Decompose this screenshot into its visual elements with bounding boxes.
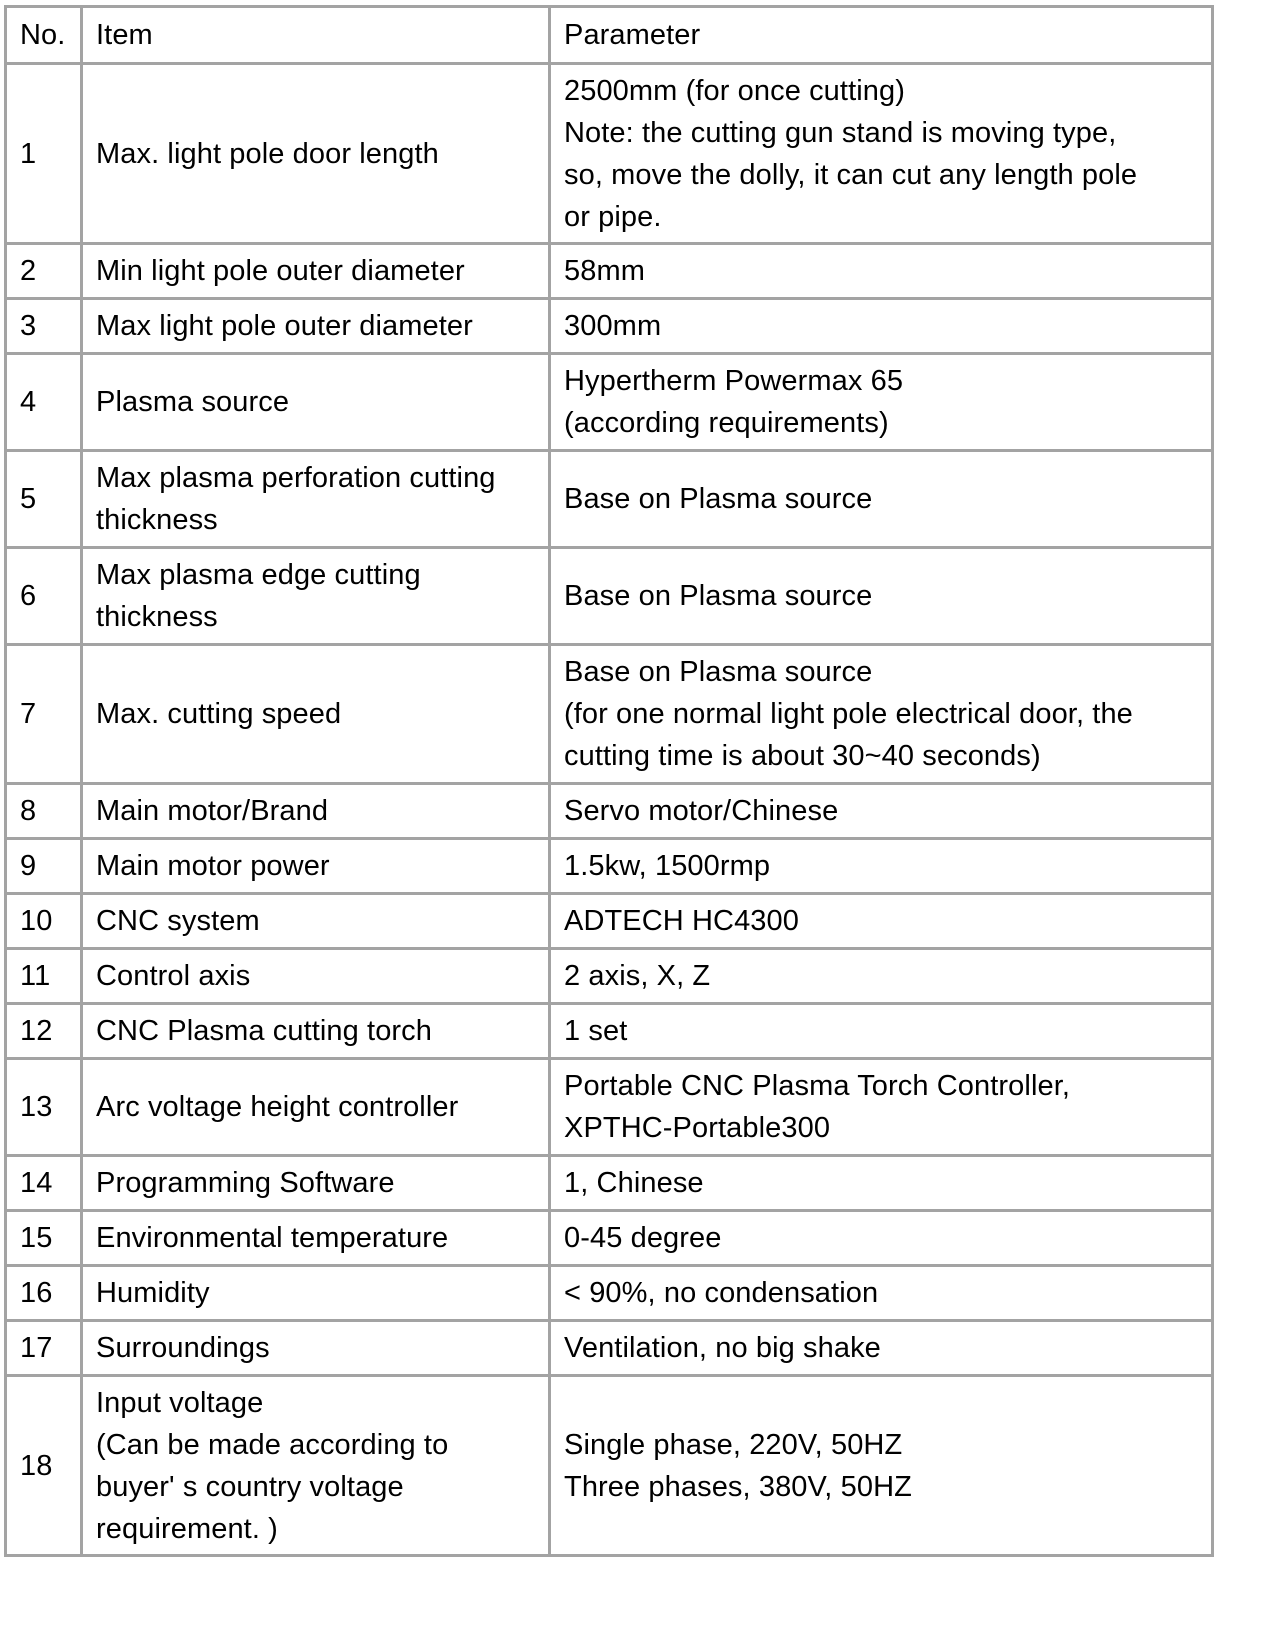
item-line: Surroundings (96, 1332, 270, 1364)
cell-item (82, 1376, 550, 1556)
table-row (6, 894, 1213, 949)
cell-parameter (550, 1321, 1213, 1376)
cell-parameter (550, 1004, 1213, 1059)
table-row (6, 784, 1213, 839)
cell-parameter (550, 548, 1213, 645)
header-no: No. (6, 7, 82, 64)
cell-no: 10 (6, 894, 82, 949)
parameter-line: so, move the dolly, it can cut any length pole (564, 158, 1138, 191)
table-row (6, 548, 1213, 645)
cell-item (82, 949, 550, 1004)
cell-no: 11 (6, 949, 82, 1004)
parameter-line: Base on Plasma source (564, 580, 873, 612)
parameter-line: cutting time is about 30~40 seconds) (564, 740, 1041, 772)
cell-item (82, 1321, 550, 1376)
item-line: Max. cutting speed (96, 698, 342, 730)
item-line: Programming Software (96, 1167, 395, 1199)
item-line: Environmental temperature (96, 1222, 449, 1254)
cell-item (82, 548, 550, 645)
cell-item (82, 839, 550, 894)
cell-parameter (550, 949, 1213, 1004)
cell-no: 14 (6, 1156, 82, 1211)
cell-item (82, 244, 550, 299)
cell-item (82, 784, 550, 839)
cell-parameter (550, 1376, 1213, 1556)
table-row (6, 451, 1213, 548)
table-body (6, 64, 1213, 1556)
cell-no: 9 (6, 839, 82, 894)
item-line: Min light pole outer diameter (96, 255, 465, 287)
item-line: thickness (96, 601, 218, 633)
parameter-line: Servo motor/Chinese (564, 795, 839, 827)
cell-parameter (550, 451, 1213, 548)
cell-no: 15 (6, 1211, 82, 1266)
table-row (6, 299, 1213, 354)
cell-parameter (550, 354, 1213, 451)
table-row (6, 64, 1213, 244)
item-line: Humidity (96, 1277, 210, 1309)
cell-item (82, 894, 550, 949)
item-line: thickness (96, 504, 218, 536)
cell-item (82, 645, 550, 784)
table-row (6, 354, 1213, 451)
cell-no: 17 (6, 1321, 82, 1376)
table-row (6, 949, 1213, 1004)
parameter-line: 58mm (564, 255, 645, 287)
cell-item (82, 64, 550, 244)
header-item: Item (82, 7, 550, 64)
cell-parameter (550, 1266, 1213, 1321)
parameter-line: (according requirements) (564, 407, 889, 439)
parameter-line: (for one normal light pole electrical door, the (564, 698, 1133, 730)
item-line: Max plasma edge cutting (96, 559, 421, 591)
cell-no: 2 (6, 244, 82, 299)
cell-parameter (550, 839, 1213, 894)
cell-item (82, 1156, 550, 1211)
cell-parameter (550, 244, 1213, 299)
item-line: Arc voltage height controller (96, 1091, 459, 1123)
parameter-line: Ventilation, no big shake (564, 1332, 881, 1364)
table-row (6, 1156, 1213, 1211)
table-row (6, 1321, 1213, 1376)
parameter-line: 300mm (564, 310, 662, 342)
cell-no: 3 (6, 299, 82, 354)
cell-no: 12 (6, 1004, 82, 1059)
cell-parameter (550, 64, 1213, 244)
cell-parameter (550, 645, 1213, 784)
cell-parameter (550, 1211, 1213, 1266)
cell-item (82, 1059, 550, 1156)
parameter-line: Note: the cutting gun stand is moving type, (564, 116, 1117, 149)
parameter-line: Hypertherm Powermax 65 (564, 365, 904, 397)
item-line: Input voltage (96, 1386, 264, 1419)
table-row (6, 1376, 1213, 1556)
parameter-line: Portable CNC Plasma Torch Controller, (564, 1070, 1071, 1102)
parameter-line: 2 axis, X, Z (564, 960, 711, 992)
cell-no: 13 (6, 1059, 82, 1156)
item-line: Max plasma perforation cutting (96, 462, 496, 494)
cell-parameter (550, 1059, 1213, 1156)
cell-item (82, 451, 550, 548)
cell-no: 18 (6, 1376, 82, 1556)
item-line: CNC Plasma cutting torch (96, 1015, 433, 1047)
cell-no: 5 (6, 451, 82, 548)
table-row (6, 1004, 1213, 1059)
table-row (6, 1059, 1213, 1156)
cell-parameter (550, 299, 1213, 354)
item-line: requirement. ) (96, 1512, 278, 1545)
item-line: Main motor/Brand (96, 795, 329, 827)
cell-no: 6 (6, 548, 82, 645)
parameter-line: 2500mm (for once cutting) (564, 74, 905, 107)
cell-no: 1 (6, 64, 82, 244)
cell-item (82, 299, 550, 354)
parameter-line: Base on Plasma source (564, 656, 873, 688)
item-line: Max. light pole door length (96, 137, 439, 170)
item-line: Max light pole outer diameter (96, 310, 473, 342)
cell-no: 16 (6, 1266, 82, 1321)
cell-no: 7 (6, 645, 82, 784)
header-row (6, 7, 1213, 64)
table-row (6, 1211, 1213, 1266)
item-line: (Can be made according to (96, 1428, 449, 1461)
parameter-line: XPTHC-Portable300 (564, 1112, 831, 1144)
parameter-line: 0-45 degree (564, 1222, 722, 1254)
cell-item (82, 1211, 550, 1266)
cell-parameter (550, 894, 1213, 949)
item-line: Control axis (96, 960, 251, 992)
item-line: Main motor power (96, 850, 330, 882)
parameter-line: ADTECH HC4300 (564, 905, 799, 937)
parameter-line: 1 set (564, 1015, 628, 1047)
spec-table (4, 5, 1214, 1557)
cell-item (82, 354, 550, 451)
parameter-line: or pipe. (564, 200, 662, 233)
item-line: buyer' s country voltage (96, 1470, 404, 1503)
table-row (6, 1266, 1213, 1321)
item-line: Plasma source (96, 386, 290, 418)
table-row (6, 839, 1213, 894)
cell-no: 4 (6, 354, 82, 451)
parameter-line: Base on Plasma source (564, 483, 873, 515)
parameter-line: Single phase, 220V, 50HZ (564, 1428, 903, 1461)
cell-item (82, 1004, 550, 1059)
parameter-line: 1.5kw, 1500rmp (564, 850, 771, 882)
parameter-line: Three phases, 380V, 50HZ (564, 1470, 912, 1503)
header-parameter: Parameter (550, 7, 1213, 64)
parameter-line: 1, Chinese (564, 1167, 704, 1199)
cell-parameter (550, 784, 1213, 839)
parameter-line: < 90%, no condensation (564, 1277, 879, 1309)
table-row (6, 645, 1213, 784)
cell-no: 8 (6, 784, 82, 839)
item-line: CNC system (96, 905, 260, 937)
cell-item (82, 1266, 550, 1321)
table-row (6, 244, 1213, 299)
cell-parameter (550, 1156, 1213, 1211)
